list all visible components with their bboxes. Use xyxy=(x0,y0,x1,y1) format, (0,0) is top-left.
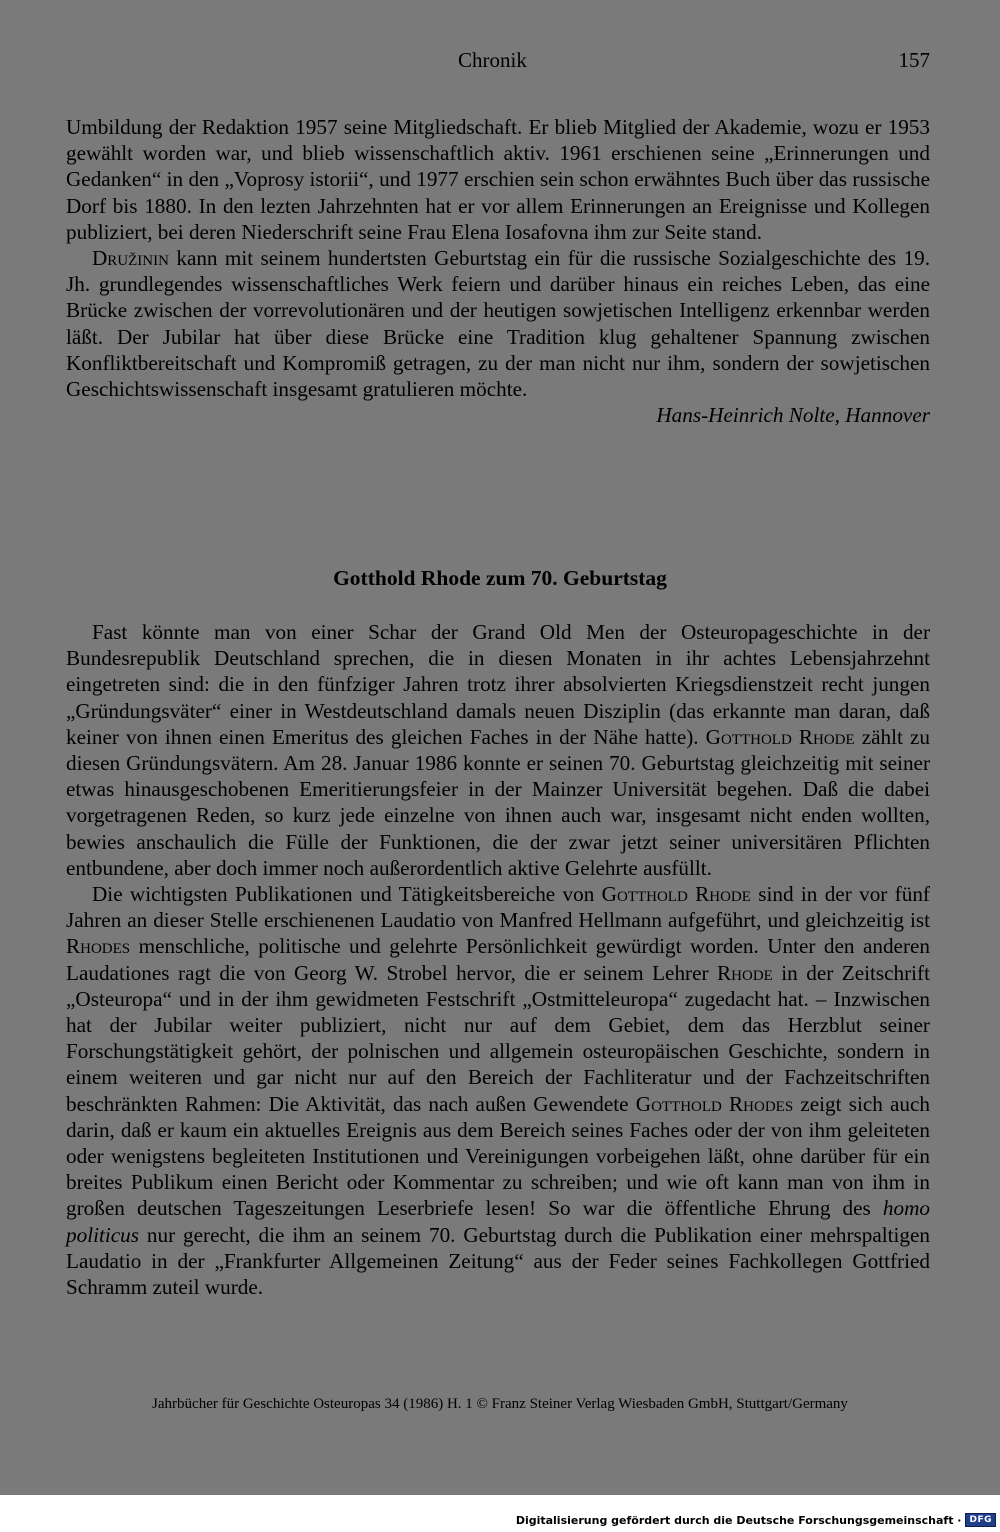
journal-footer: Jahrbücher für Geschichte Osteuropas 34 (1986) H. 1 © Franz Steiner Verlag Wiesbaden GmbH, Stuttgart/Germany xyxy=(152,1396,848,1412)
person-name-rhode: Gotthold Rhode xyxy=(705,724,855,749)
digitization-text: Digitalisierung gefördert durch die Deutsche Forschungsgemeinschaft · xyxy=(515,1513,962,1527)
person-name-rhode: Rhode xyxy=(717,960,773,985)
paragraph-druzinin xyxy=(66,245,930,402)
person-name-rhode: Rhodes xyxy=(66,934,131,959)
person-name-rhode: Gotthold Rhode xyxy=(601,882,751,907)
paragraph-continuation: Umbildung der Redaktion 1957 seine Mitgliedschaft. Er blieb Mitglied der Akademie, wozu er 1953 gewählt worden war, und blieb wissenschaftlich aktiv. 1961 erschienen seine „Erinnerungen und Gedanken“ in den „Voprosy istorii“, und 1977 erschien sein schon erwähntes Buch über das russische Dorf bis 1880. In den lezten Jahrzehnten hat er vor allem Erinnerungen an Ereignisse und Kollegen publiziert, bei deren Niederschrift seine Frau Elena Iosafovna ihm zur Seite stand. xyxy=(66,115,930,244)
article-title: Gotthold Rhode zum 70. Geburtstag xyxy=(333,566,667,590)
paragraph-text: kann mit seinem hundertsten Geburtstag ein für die russische Sozialgeschichte des 19. Jh. grundlegendes wissenschaftliches Werk feiern und darüber hinaus ein reiches Leben, das eine Brücke zwischen der vorrevolutionären und der heutigen sowjetischen Intelligenz erkennbar werden läßt. Der Jubilar hat über diese Brücke eine Tradition klug gehaltener Spannung zwischen Konfliktbereitschaft und Kompromiß getragen, zu der man nicht nur ihm, sondern der sowjetischen Geschichtswissenschaft insgesamt gratulieren möchte. xyxy=(66,246,930,402)
paragraph-text: menschliche, politische und gelehrte Persönlichkeit gewürdigt worden. Unter den anderen Laudationes ragt die von Georg W. Strobel hervor, die er seinem Lehrer xyxy=(66,934,930,985)
paragraph-text: in der Zeitschrift „Osteuropa“ und in der ihm gewidmeten Festschrift „Ostmitteleuropa“ zugedacht hat. – Inzwischen hat der Jubilar weiter publiziert, nicht nur auf dem Gebiet, dem das Herzblut seiner Forschungstätigkeit gehört, der polnischen und allgemein osteuropäischen Geschichte, sondern in einem weiteren und gar nicht nur auf den Bereich der Fachliteratur und der Fachzeitschriften beschränkten Rahmen: Die Aktivität, das nach außen Gewendete xyxy=(66,960,931,1116)
paragraph-intro xyxy=(66,619,930,881)
running-title: Chronik xyxy=(458,48,527,72)
previous-article-section xyxy=(66,114,930,428)
dfg-logo-icon: DFG xyxy=(965,1513,996,1527)
person-name-rhode: Gotthold Rhodes xyxy=(635,1091,794,1116)
article-body xyxy=(66,619,930,1300)
paragraph-publications xyxy=(66,881,930,1300)
paragraph-text: Die wichtigsten Publikationen und Tätigkeitsbereiche von xyxy=(92,882,602,907)
author-signature: Hans-Heinrich Nolte, Hannover xyxy=(656,403,930,428)
paragraph-text: nur gerecht, die ihm an seinem 70. Geburtstag durch die Publikation einer mehrspaltigen Laudatio in der „Frankfurter Allgemeinen Zeitung“ aus der Feder seines Fachkollegen Gottfried Schramm zuteil wurde. xyxy=(66,1222,930,1300)
italic-term: homo politicus xyxy=(66,1196,930,1247)
paragraph-text: zeigt sich auch darin, daß er kaum ein aktuelles Ereignis aus dem Bereich seines Faches oder der von ihm geleiteten oder wenigstens begleiteten Institutionen und Vereinigungen vorbeigehen läßt, ohne darüber für ein breites Publikum einen Bericht oder Kommentar zu schreiben; und wie oft kann man von ihm in großen deutschen Tageszeitungen Leserbriefe lesen! So war die öffentliche Ehrung des xyxy=(66,1091,930,1221)
running-header xyxy=(0,48,1000,78)
person-name-druzinin: Družinin xyxy=(92,246,169,271)
paragraph-text: sind in der vor fünf Jahren an dieser Stelle erschienenen Laudatio von Manfred Hellmann aufgeführt, und gleichzeitig ist xyxy=(66,882,930,933)
paragraph-text: zählt zu diesen Gründungsvätern. Am 28. Januar 1986 konnte er seinen 70. Geburtstag gleichzeitig mit seiner etwas hinausgeschobenen Emeritierungsfeier in der Mainzer Universität begehen. Daß die dabei vorgetragenen Reden, so kurz jede einzelne von ihnen auch war, insgesamt nicht enden wollten, bewies anschaulich die Fülle der Funktionen, die der zwar jetzt seiner universitären Pflichten entbundene, aber doch immer noch außerordentlich aktive Gelehrte ausfüllt. xyxy=(66,724,930,880)
page-number: 157 xyxy=(898,48,930,72)
digitization-credit xyxy=(516,1512,996,1528)
paragraph-text: Fast könnte man von einer Schar der Grand Old Men der Osteuropageschichte in der Bundesrepublik Deutschland sprechen, die in diesen Monaten in ihr achtes Lebensjahrzehnt eingetreten sind: die in den fünfziger Jahren trotz ihrer absolvierten Kriegsdienstzeit recht jungen „Gründungsväter“ einer in Westdeutschland damals neuen Disziplin (das erkannte man daran, daß keiner von ihnen einen Emeritus des gleichen Faches in der Nähe hatte). xyxy=(66,620,930,749)
